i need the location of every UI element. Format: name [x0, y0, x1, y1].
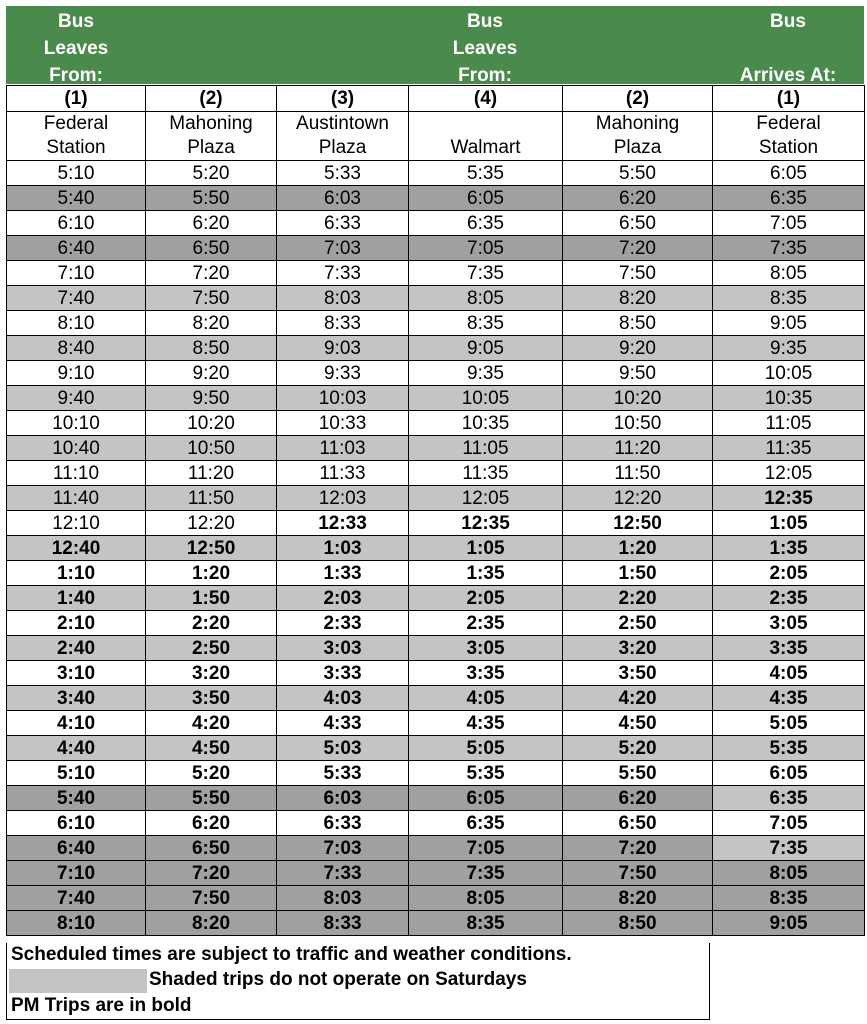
trip-time: 2:03 — [277, 586, 409, 611]
trip-time: 12:20 — [563, 486, 713, 511]
trip-time: 6:20 — [563, 786, 713, 811]
trip-time: 9:35 — [409, 361, 563, 386]
trip-time: 7:35 — [713, 236, 865, 261]
trip-time: 3:20 — [146, 661, 277, 686]
trip-time: 2:35 — [713, 586, 865, 611]
trip-time: 6:03 — [277, 786, 409, 811]
stop-name — [713, 112, 865, 161]
trip-time: 6:50 — [146, 236, 277, 261]
stop-name — [7, 112, 146, 161]
trip-time: 10:35 — [713, 386, 865, 411]
trip-time: 10:40 — [7, 436, 146, 461]
trip-time: 1:03 — [277, 536, 409, 561]
trip-row — [7, 486, 865, 511]
trip-row — [7, 336, 865, 361]
trip-time: 8:50 — [563, 311, 713, 336]
trip-time: 2:05 — [409, 586, 563, 611]
trip-row — [7, 861, 865, 886]
trip-time: 6:10 — [7, 811, 146, 836]
trip-time: 3:35 — [409, 661, 563, 686]
trip-time: 8:20 — [563, 286, 713, 311]
trip-time: 6:40 — [7, 236, 146, 261]
trip-time: 4:10 — [7, 711, 146, 736]
trip-time: 12:20 — [146, 511, 277, 536]
trip-time: 5:50 — [563, 761, 713, 786]
trip-time: 5:20 — [563, 736, 713, 761]
trip-time: 6:50 — [563, 211, 713, 236]
stop-number: (4) — [409, 86, 563, 112]
trip-time: 9:10 — [7, 361, 146, 386]
header-text: From: — [458, 65, 512, 86]
stop-name-line: Walmart — [450, 137, 521, 158]
stop-name-line: Mahoning — [169, 113, 253, 134]
trip-row — [7, 361, 865, 386]
trip-time: 11:03 — [277, 436, 409, 461]
trip-time: 8:05 — [713, 261, 865, 286]
trip-time: 6:05 — [713, 761, 865, 786]
trip-row — [7, 736, 865, 761]
trip-time: 11:05 — [409, 436, 563, 461]
trip-time: 10:50 — [146, 436, 277, 461]
trip-time: 5:35 — [409, 761, 563, 786]
stop-name-line: Station — [46, 137, 106, 158]
stop-name — [146, 112, 277, 161]
trip-time: 6:10 — [7, 211, 146, 236]
notes-box — [6, 943, 710, 1020]
note-traffic: Scheduled times are subject to traffic and weather conditions. — [11, 944, 572, 965]
trip-time: 3:05 — [409, 636, 563, 661]
trip-time: 2:20 — [563, 586, 713, 611]
trip-time: 11:40 — [7, 486, 146, 511]
stop-name — [277, 112, 409, 161]
trip-time: 4:05 — [713, 661, 865, 686]
shade-legend-swatch — [9, 969, 147, 993]
trip-time: 8:50 — [563, 911, 713, 936]
trip-time: 6:05 — [409, 186, 563, 211]
trip-time: 9:05 — [713, 311, 865, 336]
header-text: Bus — [770, 11, 806, 32]
trip-time: 2:05 — [713, 561, 865, 586]
trip-time: 5:50 — [146, 786, 277, 811]
trip-time: 10:10 — [7, 411, 146, 436]
trip-time: 7:50 — [563, 261, 713, 286]
trip-time: 1:10 — [7, 561, 146, 586]
trip-row — [7, 436, 865, 461]
trip-time: 7:20 — [563, 236, 713, 261]
trip-row — [7, 886, 865, 911]
trip-time: 7:35 — [713, 836, 865, 861]
trip-time: 5:50 — [146, 186, 277, 211]
trip-row — [7, 786, 865, 811]
trip-time: 3:40 — [7, 686, 146, 711]
trip-time: 4:50 — [146, 736, 277, 761]
trip-time: 9:50 — [563, 361, 713, 386]
trip-time: 7:03 — [277, 836, 409, 861]
trip-time: 10:35 — [409, 411, 563, 436]
header-leaves-walmart — [415, 8, 555, 89]
trip-time: 7:35 — [409, 861, 563, 886]
timetable — [6, 85, 865, 936]
trip-time: 12:10 — [7, 511, 146, 536]
stop-name — [563, 112, 713, 161]
trip-time: 5:40 — [7, 186, 146, 211]
trip-time: 12:03 — [277, 486, 409, 511]
trip-time: 6:20 — [563, 186, 713, 211]
trip-time: 8:05 — [713, 861, 865, 886]
timetable-body — [7, 86, 865, 936]
trip-time: 1:40 — [7, 586, 146, 611]
trip-time: 7:50 — [146, 286, 277, 311]
stop-name-line: Mahoning — [595, 113, 680, 134]
stop-name-line: Plaza — [613, 137, 662, 158]
trip-time: 4:05 — [409, 686, 563, 711]
trip-time: 7:33 — [277, 861, 409, 886]
trip-time: 10:05 — [713, 361, 865, 386]
trip-row — [7, 711, 865, 736]
trip-row — [7, 186, 865, 211]
trip-time: 12:33 — [277, 511, 409, 536]
trip-time: 7:50 — [146, 886, 277, 911]
trip-row — [7, 686, 865, 711]
trip-row — [7, 261, 865, 286]
trip-time: 7:20 — [146, 261, 277, 286]
trip-time: 6:03 — [277, 186, 409, 211]
stop-name-line: Federal — [43, 113, 109, 134]
trip-time: 7:10 — [7, 261, 146, 286]
trip-time: 1:05 — [409, 536, 563, 561]
trip-time: 2:50 — [146, 636, 277, 661]
trip-time: 1:20 — [563, 536, 713, 561]
header-text: Arrives At: — [739, 65, 837, 86]
trip-time: 7:20 — [146, 861, 277, 886]
trip-time: 11:05 — [713, 411, 865, 436]
trip-time: 12:05 — [713, 461, 865, 486]
trip-time: 8:50 — [146, 336, 277, 361]
trip-time: 5:05 — [409, 736, 563, 761]
trip-time: 10:20 — [563, 386, 713, 411]
trip-time: 5:20 — [146, 761, 277, 786]
trip-row — [7, 911, 865, 936]
trip-time: 2:10 — [7, 611, 146, 636]
trip-time: 7:40 — [7, 286, 146, 311]
trip-time: 1:50 — [146, 586, 277, 611]
trip-time: 6:35 — [713, 786, 865, 811]
stop-name-line: Federal — [756, 113, 821, 134]
trip-row — [7, 811, 865, 836]
trip-time: 7:20 — [563, 836, 713, 861]
trip-time: 3:50 — [563, 661, 713, 686]
stop-name-line: Plaza — [318, 137, 367, 158]
trip-time: 8:10 — [7, 311, 146, 336]
trip-time: 6:35 — [409, 811, 563, 836]
trip-time: 5:20 — [146, 161, 277, 186]
trip-time: 7:05 — [409, 836, 563, 861]
trip-time: 12:40 — [7, 536, 146, 561]
trip-time: 11:33 — [277, 461, 409, 486]
trip-time: 5:33 — [277, 761, 409, 786]
trip-time: 6:35 — [713, 186, 865, 211]
trip-time: 11:35 — [713, 436, 865, 461]
trip-time: 1:20 — [146, 561, 277, 586]
trip-row — [7, 286, 865, 311]
trip-time: 7:50 — [563, 861, 713, 886]
trip-time: 7:10 — [7, 861, 146, 886]
trip-time: 5:10 — [7, 161, 146, 186]
trip-time: 2:20 — [146, 611, 277, 636]
trip-time: 9:20 — [146, 361, 277, 386]
trip-time: 8:05 — [409, 886, 563, 911]
trip-time: 4:35 — [409, 711, 563, 736]
trip-time: 3:10 — [7, 661, 146, 686]
trip-time: 2:33 — [277, 611, 409, 636]
trip-time: 4:40 — [7, 736, 146, 761]
trip-time: 9:50 — [146, 386, 277, 411]
trip-time: 8:03 — [277, 286, 409, 311]
trip-time: 7:05 — [713, 811, 865, 836]
trip-time: 6:20 — [146, 211, 277, 236]
trip-row — [7, 461, 865, 486]
trip-row — [7, 611, 865, 636]
trip-time: 4:50 — [563, 711, 713, 736]
trip-time: 5:35 — [713, 736, 865, 761]
header-leaves-federal — [6, 8, 146, 89]
trip-row — [7, 511, 865, 536]
trip-time: 7:33 — [277, 261, 409, 286]
trip-row — [7, 386, 865, 411]
trip-time: 8:35 — [409, 911, 563, 936]
trip-row — [7, 836, 865, 861]
trip-time: 3:03 — [277, 636, 409, 661]
header-text: Leaves — [452, 38, 518, 59]
trip-row — [7, 236, 865, 261]
trip-time: 1:05 — [713, 511, 865, 536]
trip-time: 3:05 — [713, 611, 865, 636]
trip-time: 9:40 — [7, 386, 146, 411]
trip-time: 8:20 — [563, 886, 713, 911]
trip-row — [7, 636, 865, 661]
trip-time: 12:50 — [563, 511, 713, 536]
header-text: Bus — [467, 11, 503, 32]
trip-time: 3:20 — [563, 636, 713, 661]
trip-time: 11:10 — [7, 461, 146, 486]
trip-time: 10:50 — [563, 411, 713, 436]
trip-time: 3:33 — [277, 661, 409, 686]
trip-time: 6:05 — [713, 161, 865, 186]
stop-number: (3) — [277, 86, 409, 112]
trip-time: 5:03 — [277, 736, 409, 761]
trip-time: 9:33 — [277, 361, 409, 386]
stop-name-line: Station — [758, 137, 819, 158]
trip-row — [7, 761, 865, 786]
trip-time: 4:35 — [713, 686, 865, 711]
trip-time: 4:20 — [146, 711, 277, 736]
trip-time: 5:05 — [713, 711, 865, 736]
trip-time: 8:35 — [713, 286, 865, 311]
header-text: Bus — [58, 11, 94, 32]
trip-time: 5:50 — [563, 161, 713, 186]
schedule-header-bar — [6, 6, 864, 84]
trip-time: 2:35 — [409, 611, 563, 636]
trip-time: 6:33 — [277, 211, 409, 236]
stop-number: (2) — [563, 86, 713, 112]
trip-time: 8:35 — [713, 886, 865, 911]
trip-time: 8:20 — [146, 911, 277, 936]
trip-time: 10:05 — [409, 386, 563, 411]
trip-time: 8:40 — [7, 336, 146, 361]
stop-name-line: Austintown — [296, 113, 389, 134]
trip-time: 9:20 — [563, 336, 713, 361]
stop-number: (1) — [713, 86, 865, 112]
trip-time: 8:20 — [146, 311, 277, 336]
trip-time: 9:35 — [713, 336, 865, 361]
trip-time: 6:35 — [409, 211, 563, 236]
trip-row — [7, 211, 865, 236]
trip-time: 6:40 — [7, 836, 146, 861]
trip-time: 5:10 — [7, 761, 146, 786]
note-pm-bold: PM Trips are in bold — [11, 995, 192, 1016]
trip-time: 2:50 — [563, 611, 713, 636]
trip-row — [7, 411, 865, 436]
trip-time: 11:20 — [563, 436, 713, 461]
header-text: From: — [49, 65, 103, 86]
trip-time: 7:05 — [713, 211, 865, 236]
trip-time: 5:33 — [277, 161, 409, 186]
stop-name-row — [7, 112, 865, 161]
trip-time: 8:35 — [409, 311, 563, 336]
trip-time: 2:40 — [7, 636, 146, 661]
stop-name-line — [409, 112, 562, 136]
trip-time: 6:20 — [146, 811, 277, 836]
trip-time: 3:50 — [146, 686, 277, 711]
trip-row — [7, 311, 865, 336]
stop-name — [409, 112, 563, 161]
trip-time: 1:33 — [277, 561, 409, 586]
trip-time: 7:35 — [409, 261, 563, 286]
trip-time: 6:50 — [146, 836, 277, 861]
trip-time: 8:33 — [277, 911, 409, 936]
header-arrives-federal — [714, 8, 862, 89]
trip-time: 9:03 — [277, 336, 409, 361]
trip-time: 8:03 — [277, 886, 409, 911]
note-saturday: Shaded trips do not operate on Saturdays — [149, 969, 527, 990]
trip-time: 9:05 — [713, 911, 865, 936]
trip-time: 4:33 — [277, 711, 409, 736]
trip-time: 10:20 — [146, 411, 277, 436]
trip-time: 12:35 — [713, 486, 865, 511]
trip-time: 11:35 — [409, 461, 563, 486]
trip-time: 8:33 — [277, 311, 409, 336]
trip-row — [7, 661, 865, 686]
trip-row — [7, 536, 865, 561]
trip-time: 8:10 — [7, 911, 146, 936]
trip-time: 11:20 — [146, 461, 277, 486]
trip-time: 3:35 — [713, 636, 865, 661]
trip-time: 6:05 — [409, 786, 563, 811]
trip-row — [7, 161, 865, 186]
trip-time: 5:35 — [409, 161, 563, 186]
stop-number: (2) — [146, 86, 277, 112]
trip-time: 1:35 — [713, 536, 865, 561]
trip-time: 7:03 — [277, 236, 409, 261]
trip-time: 4:20 — [563, 686, 713, 711]
trip-time: 7:40 — [7, 886, 146, 911]
trip-time: 7:05 — [409, 236, 563, 261]
stop-number: (1) — [7, 86, 146, 112]
trip-time: 1:50 — [563, 561, 713, 586]
trip-time: 10:03 — [277, 386, 409, 411]
trip-time: 6:33 — [277, 811, 409, 836]
trip-time: 6:50 — [563, 811, 713, 836]
trip-time: 9:05 — [409, 336, 563, 361]
trip-row — [7, 586, 865, 611]
trip-time: 12:50 — [146, 536, 277, 561]
header-text: Leaves — [43, 38, 109, 59]
trip-time: 12:05 — [409, 486, 563, 511]
trip-time: 11:50 — [146, 486, 277, 511]
trip-row — [7, 561, 865, 586]
trip-time: 4:03 — [277, 686, 409, 711]
trip-time: 12:35 — [409, 511, 563, 536]
stop-name-line: Plaza — [187, 137, 235, 158]
trip-time: 11:50 — [563, 461, 713, 486]
stop-number-row — [7, 86, 865, 112]
trip-time: 1:35 — [409, 561, 563, 586]
trip-time: 5:40 — [7, 786, 146, 811]
trip-time: 10:33 — [277, 411, 409, 436]
trip-time: 8:05 — [409, 286, 563, 311]
